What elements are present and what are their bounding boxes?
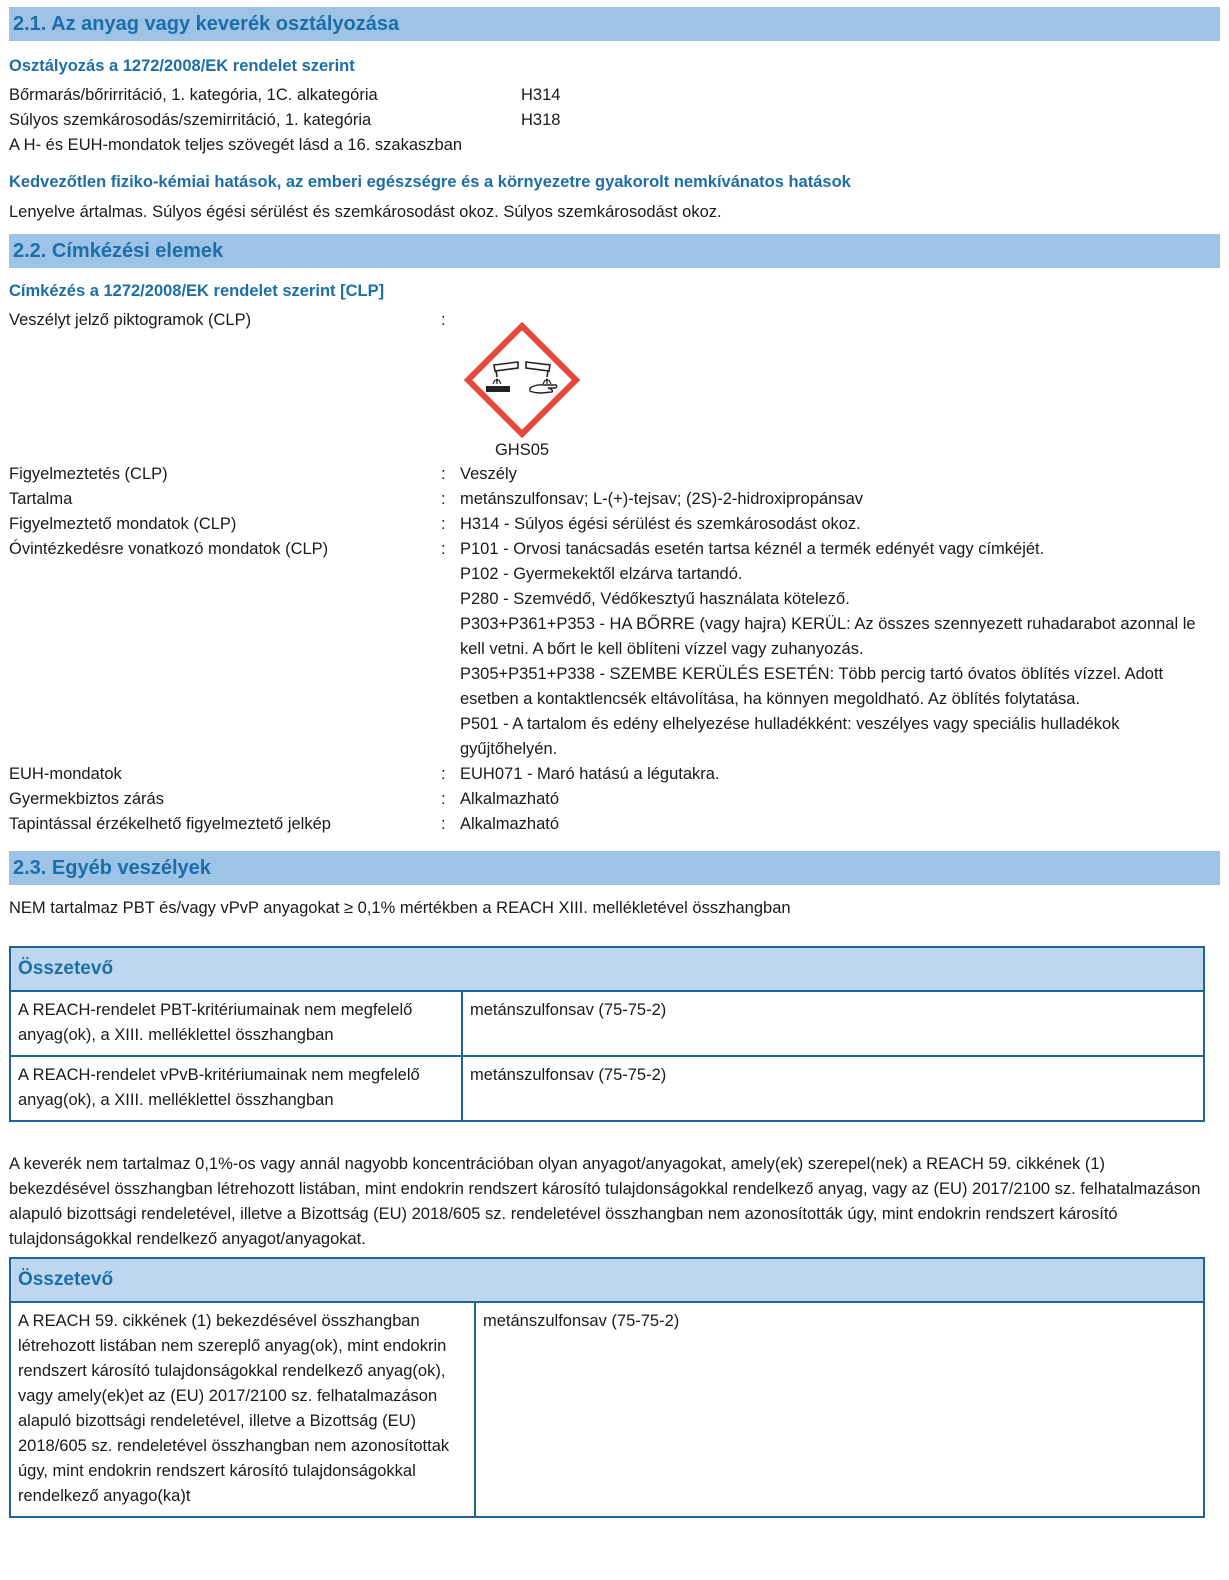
colon: : <box>441 515 446 533</box>
substance-cell: metánszulfonsav (75-75-2) <box>462 991 1204 1056</box>
colon: : <box>441 490 446 508</box>
pbt-vpvb-table <box>9 946 1205 1122</box>
precautionary-statement: P280 - Szemvédő, Védőkesztyű használata kötelező. <box>460 590 850 608</box>
criteria-cell: A REACH-rendelet PBT-kritériumainak nem megfelelő anyag(ok), a XIII. melléklettel összhangban <box>10 991 462 1056</box>
label-key: Figyelmeztetés (CLP) <box>9 465 168 483</box>
label-row-precautionary-statements <box>9 537 1220 762</box>
classification-list <box>9 83 1220 133</box>
label-key: EUH-mondatok <box>9 765 122 783</box>
section-2-3-heading: 2.3. Egyéb veszélyek <box>9 851 1220 885</box>
label-value: metánszulfonsav; L-(+)-tejsav; (2S)-2-hidroxipropánsav <box>460 490 864 508</box>
substance-cell: metánszulfonsav (75-75-2) <box>462 1056 1204 1121</box>
label-row-tactile-warning <box>9 812 1220 837</box>
classification-subheading: Osztályozás a 1272/2008/EK rendelet szerint <box>9 57 355 75</box>
endocrine-table <box>9 1257 1205 1518</box>
precautionary-statement: P303+P361+P353 - HA BŐRRE (vagy hajra) KERÜL: Az összes szennyezett ruhadarabot azonnal le kell vetni. A bőrt le kell öblíteni vízzel vagy zuhanyozás. <box>460 615 1196 658</box>
label-elements-list <box>9 462 1220 837</box>
hazard-code: H314 <box>521 86 561 104</box>
classification-row <box>9 83 1220 108</box>
colon: : <box>441 765 446 783</box>
label-value: Alkalmazható <box>460 815 560 833</box>
colon: : <box>441 311 446 329</box>
criteria-cell: A REACH 59. cikkének (1) bekezdésével összhangban létrehozott listában nem szereplő anyag(ok), mint endokrin rendszert károsító tulajdonságokkal rendelkező anyag(ok), vagy amely(ek)et az (EU) 2017/2100 sz. felhatalmazáson alapuló bizottsági rendeletével, illetve a Bizottság (EU) 2018/605 sz. rendeletével összhangban nem azonosítottak úgy, mint endokrin rendszert károsító tulajdonságokkal rendelkező anyago(ka)t <box>10 1302 475 1517</box>
label-key: Tapintással érzékelhető figyelmeztető jelkép <box>9 815 331 833</box>
label-value: H314 - Súlyos égési sérülést és szemkárosodást okoz. <box>460 515 861 533</box>
pbt-statement: NEM tartalmaz PBT és/vagy vPvP anyagokat ≥ 0,1% mértékben a REACH XIII. mellékletével összhangban <box>9 899 791 917</box>
classification-row <box>9 108 1220 133</box>
section-2-1-heading: 2.1. Az anyag vagy keverék osztályozása <box>9 7 1220 41</box>
table-row <box>10 1056 1204 1121</box>
precautionary-statement: P305+P351+P338 - SZEMBE KERÜLÉS ESETÉN: Több percig tartó óvatos öblítés vízzel. Adott esetben a kontaktlencsék eltávolítása, ha könnyen megoldható. Az öblítés folytatása. <box>460 665 1164 708</box>
hazard-code: H318 <box>521 111 561 129</box>
adverse-effects-text: Lenyelve ártalmas. Súlyos égési sérülést és szemkárosodást okoz. Súlyos szemkárosodást okoz. <box>9 203 722 221</box>
colon: : <box>441 815 446 833</box>
label-row-hazard-statements <box>9 512 1220 537</box>
label-row-contents <box>9 487 1220 512</box>
label-key: Figyelmeztető mondatok (CLP) <box>9 515 237 533</box>
section-2-2-heading: 2.2. Címkézési elemek <box>9 234 1220 268</box>
adverse-effects-subheading: Kedvezőtlen fiziko-kémiai hatások, az emberi egészségre és a környezetre gyakorolt nemkívánatos hatások <box>9 173 851 191</box>
corrosion-icon <box>464 322 580 438</box>
full-text-note: A H- és EUH-mondatok teljes szövegét lásd a 16. szakaszban <box>9 136 463 154</box>
label-value: Veszély <box>460 465 517 483</box>
classification-name: Bőrmarás/bőrirritáció, 1. kategória, 1C. alkategória <box>9 86 378 104</box>
table-row <box>10 1302 1204 1517</box>
table-header: Összetevő <box>10 1258 1204 1302</box>
precautionary-statement: P101 - Orvosi tanácsadás esetén tartsa kéznél a termék edényét vagy címkéjét. <box>460 540 1045 558</box>
pictogram-label: Veszélyt jelző piktogramok (CLP) <box>9 311 252 329</box>
label-row-euh-statements <box>9 762 1220 787</box>
label-key: Tartalma <box>9 490 73 508</box>
colon: : <box>441 540 446 558</box>
colon: : <box>441 465 446 483</box>
labelling-subheading: Címkézés a 1272/2008/EK rendelet szerint [CLP] <box>9 282 385 300</box>
sds-section-2 <box>9 7 1220 1518</box>
label-row-child-resistant <box>9 787 1220 812</box>
label-key: Gyermekbiztos zárás <box>9 790 164 808</box>
pictogram-code: GHS05 <box>494 441 550 459</box>
label-value: EUH071 - Maró hatású a légutakra. <box>460 765 720 783</box>
substance-cell: metánszulfonsav (75-75-2) <box>475 1302 1204 1517</box>
colon: : <box>441 790 446 808</box>
precautionary-statement: P501 - A tartalom és edény elhelyezése hulladékként: veszélyes vagy speciális hulladékok gyűjtőhelyén. <box>460 715 1120 758</box>
label-row-signal-word <box>9 462 1220 487</box>
label-value: Alkalmazható <box>460 790 560 808</box>
table-header: Összetevő <box>10 947 1204 991</box>
endocrine-paragraph: A keverék nem tartalmaz 0,1%-os vagy annál nagyobb koncentrációban olyan anyagot/anyagokat, amely(ek) szerepel(nek) a REACH 59. cikkének (1) bekezdésével összhangban létrehozott listában, mint endokrin rendszert károsító tulajdonságokkal rendelkező anyag, vagy az (EU) 2017/2100 sz. felhatalmazáson alapuló bizottsági rendeletével, illetve a Bizottság (EU) 2018/605 sz. rendeletével összhangban nem azonosították úgy, mint endokrin rendszert károsító tulajdonságokkal rendelkező anyagot/anyagokat. <box>9 1155 1201 1248</box>
pictogram-row <box>9 308 1220 333</box>
precautionary-list <box>460 537 1220 762</box>
label-key: Óvintézkedésre vonatkozó mondatok (CLP) <box>9 540 329 558</box>
ghs05-pictogram <box>460 322 584 460</box>
table-row <box>10 991 1204 1056</box>
precautionary-statement: P102 - Gyermekektől elzárva tartandó. <box>460 565 743 583</box>
classification-name: Súlyos szemkárosodás/szemirritáció, 1. kategória <box>9 111 372 129</box>
criteria-cell: A REACH-rendelet vPvB-kritériumainak nem megfelelő anyag(ok), a XIII. melléklettel összhangban <box>10 1056 462 1121</box>
